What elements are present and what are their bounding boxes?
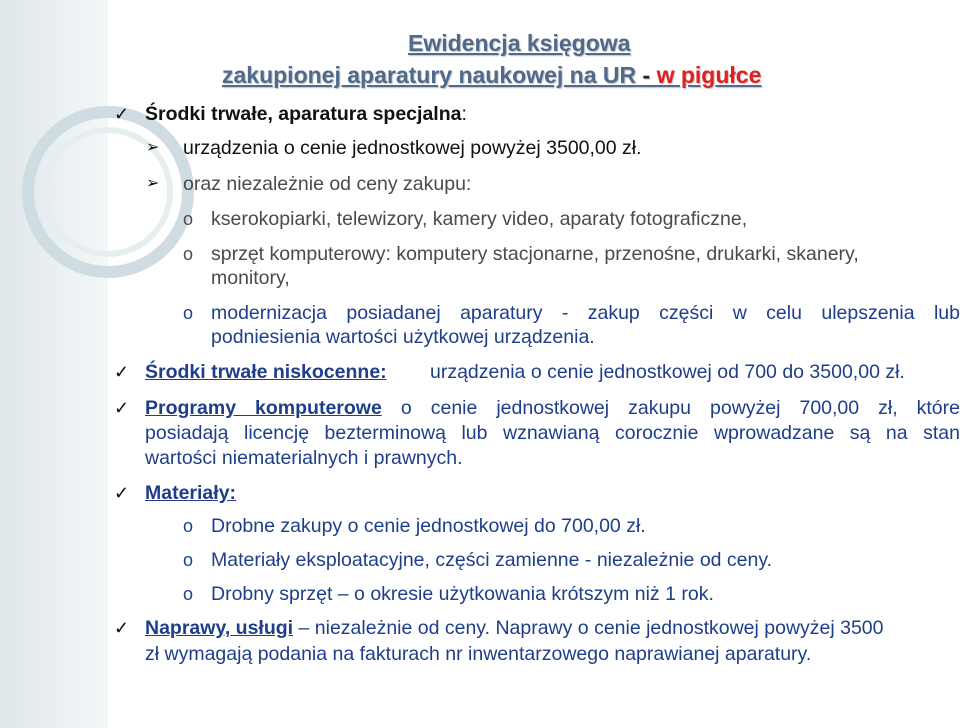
section-heading-low-value: Środki trwałe niskocenne: [145, 361, 387, 383]
list-item-continuation: monitory, [211, 267, 290, 289]
section-heading-software: Programy komputerowe [145, 397, 382, 419]
page-subtitle [222, 62, 761, 89]
list-item: oraz niezależnie od ceny zakupu: [183, 173, 472, 195]
circle-bullet-icon: o [183, 584, 194, 604]
list-item: Drobny sprzęt – o okresie użytkowania krótszym niż 1 rok. [211, 583, 714, 605]
check-icon: ✓ [114, 618, 130, 638]
circle-bullet-icon: o [183, 209, 194, 229]
circle-bullet-icon: o [183, 516, 194, 536]
check-icon: ✓ [114, 483, 130, 503]
circle-bullet-icon: o [183, 550, 194, 570]
subtitle-dash: - [636, 62, 657, 88]
circle-bullet-icon: o [183, 303, 194, 323]
section-text-continuation: zł wymagają podania na fakturach nr inwentarzowego naprawianej aparatury. [145, 643, 812, 665]
left-panel-decoration [0, 0, 108, 728]
list-item: sprzęt komputerowy: komputery stacjonarne, przenośne, drukarki, skanery, [211, 243, 859, 265]
section-text: Programy komputerowe o cenie jednostkowej zakupu powyżej 700,00 zł, które [145, 397, 960, 419]
section-heading-materials: Materiały: [145, 482, 237, 504]
list-item: Materiały eksploatacyjne, części zamienne - niezależnie od ceny. [211, 549, 773, 571]
check-icon: ✓ [114, 104, 130, 124]
check-icon: ✓ [114, 362, 130, 382]
section-text-continuation: wartości niematerialnych i prawnych. [145, 447, 463, 469]
subtitle-accent: w pigułce [656, 62, 762, 88]
ring-decoration [28, 112, 188, 272]
list-item: urządzenia o cenie jednostkowej powyżej 3500,00 zł. [183, 137, 642, 159]
section-text: urządzenia o cenie jednostkowej od 700 do 3500,00 zł. [430, 361, 905, 383]
subtitle-main: zakupionej aparatury naukowej na UR [222, 62, 637, 88]
circle-bullet-icon: o [183, 244, 194, 264]
list-item-continuation: podniesienia wartości użytkowej urządzenia. [211, 326, 595, 348]
list-item: kserokopiarki, telewizory, kamery video, aparaty fotograficzne, [211, 208, 748, 230]
section-heading-fixed-assets: Środki trwałe, aparatura specjalna: [145, 103, 467, 125]
list-item: Drobne zakupy o cenie jednostkowej do 700,00 zł. [211, 515, 646, 537]
list-item: modernizacja posiadanej aparatury - zakup części w celu ulepszenia lub [211, 302, 960, 324]
section-text: Naprawy, usługi – niezależnie od ceny. Naprawy o cenie jednostkowej powyżej 3500 [145, 617, 884, 639]
check-icon: ✓ [114, 398, 130, 418]
arrow-bullet-icon: ➢ [146, 139, 160, 156]
section-heading-repairs: Naprawy, usługi [145, 617, 294, 639]
arrow-bullet-icon: ➢ [146, 175, 160, 192]
section-text-continuation: posiadają licencję bezterminową lub wznawianą corocznie wprowadzane są na stan [145, 422, 960, 444]
page-title: Ewidencja księgowa [408, 30, 631, 56]
